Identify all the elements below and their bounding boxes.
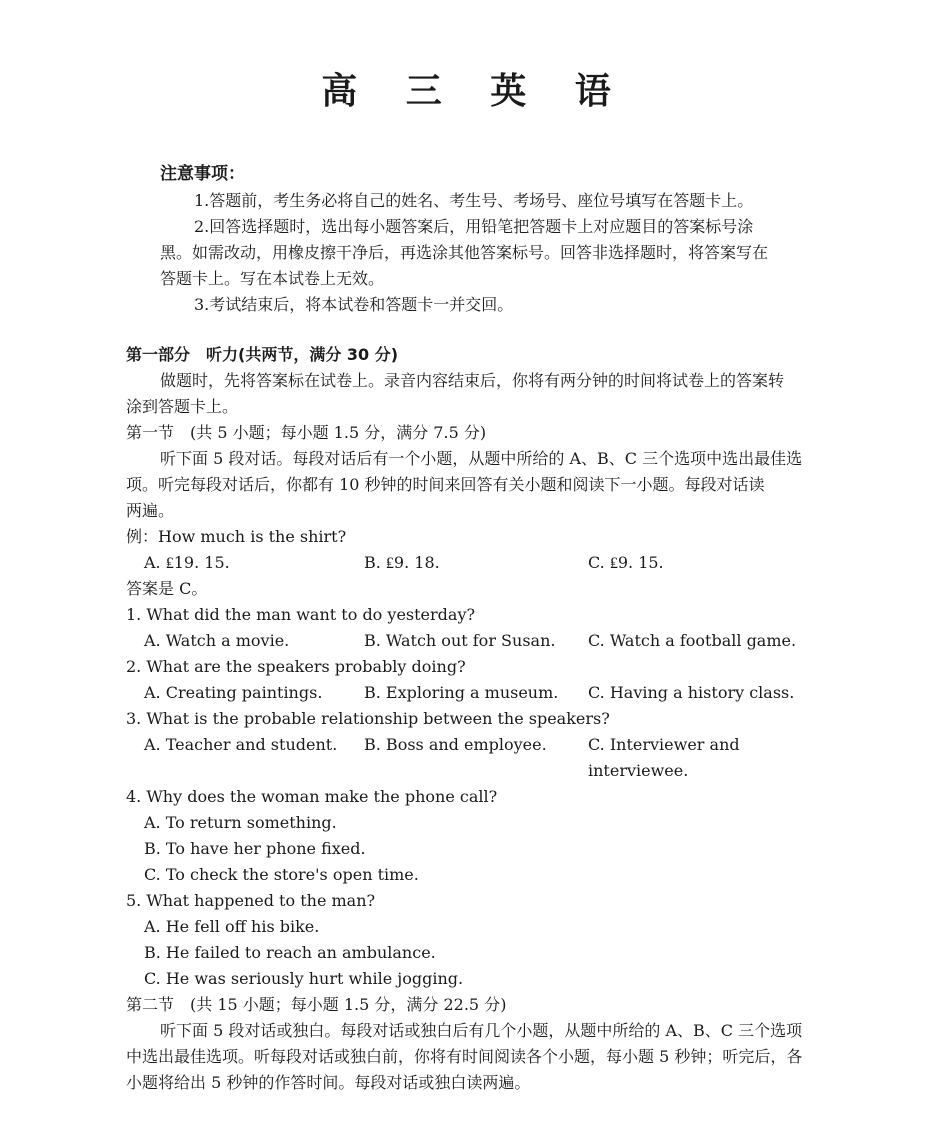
page-title: 高 三 英 语 (321, 71, 629, 112)
part1-intro-line1: 做题时，先将答案标在试卷上。录音内容结束后，你将有两分钟的时间将试卷上的答案转 (160, 371, 785, 390)
notice-item-2-end: 答题卡上。写在本试卷上无效。 (160, 269, 385, 288)
q4-option-a: A. To return something. (144, 813, 337, 832)
question-1: 1. What did the man want to do yesterday? (126, 605, 476, 624)
question-3: 3. What is the probable relationship between the speakers? (126, 709, 610, 728)
section2-instr-line3: 小题将给出 5 秒钟的作答时间。每段对话或独白读两遍。 (126, 1073, 531, 1092)
question-4: 4. Why does the woman make the phone call? (126, 787, 498, 806)
q3-option-a: A. Teacher and student. (144, 735, 338, 754)
question-5: 5. What happened to the man? (126, 891, 376, 910)
q5-option-c: C. He was seriously hurt while jogging. (144, 969, 464, 988)
section1-instr-line1: 听下面 5 段对话。每段对话后有一个小题，从题中所给的 A、B、C 三个选项中选出最佳选 (160, 449, 803, 468)
q4-option-c: C. To check the store's open time. (144, 865, 419, 884)
section2-instr-line2: 中选出最佳选项。听每段对话或独白前，你将有时间阅读各个小题，每小题 5 秒钟；听完后，各 (126, 1047, 803, 1066)
notice-heading: 注意事项： (160, 164, 245, 184)
q2-option-c: C. Having a history class. (588, 683, 795, 702)
part1-heading: 第一部分 听力(共两节，满分 30 分) (126, 345, 399, 364)
notice-section (160, 160, 840, 318)
section1-instr-line2: 项。听完每段对话后，你都有 10 秒钟的时间来回答有关小题和阅读下一小题。每段对话读 (126, 475, 765, 494)
section1-heading: 第一节 (共 5 小题；每小题 1.5 分，满分 7.5 分) (126, 423, 487, 442)
q4-option-b: B. To have her phone fixed. (144, 839, 366, 858)
notice-item-1: 1.答题前，考生务必将自己的姓名、考生号、考场号、座位号填写在答题卡上。 (194, 191, 754, 210)
q1-option-b: B. Watch out for Susan. (364, 631, 556, 650)
question-2: 2. What are the speakers probably doing? (126, 657, 466, 676)
section2-heading: 第二节 (共 15 小题；每小题 1.5 分，满分 22.5 分) (126, 995, 507, 1014)
q3-option-b: B. Boss and employee. (364, 735, 547, 754)
notice-item-2: 2.回答选择题时，选出每小题答案后，用铅笔把答题卡上对应题目的答案标号涂 (194, 217, 754, 236)
example-options (126, 550, 826, 576)
q1-option-a: A. Watch a movie. (144, 631, 290, 650)
notice-item-2-cont: 黑。如需改动，用橡皮擦干净后，再选涂其他答案标号。回答非选择题时，将答案写在 (160, 243, 769, 262)
q5-option-a: A. He fell off his bike. (144, 917, 320, 936)
example-question: 例：How much is the shirt? (126, 527, 347, 546)
part1-intro-line2: 涂到答题卡上。 (126, 397, 239, 416)
notice-item-3: 3.考试结束后，将本试卷和答题卡一并交回。 (194, 295, 514, 314)
example-option-a: A. ₤19. 15. (144, 553, 230, 572)
section2-instr-line1: 听下面 5 段对话或独白。每段对话或独白后有几个小题，从题中所给的 A、B、C 三个选项 (160, 1021, 803, 1040)
section1-instr-line3: 两遍。 (126, 501, 175, 520)
example-answer: 答案是 C。 (126, 579, 208, 598)
q3-option-c: C. Interviewer and interviewee. (588, 735, 740, 780)
example-option-c: C. ₤9. 15. (588, 553, 664, 572)
listening-part (126, 342, 826, 1096)
example-option-b: B. ₤9. 18. (364, 553, 440, 572)
q1-option-c: C. Watch a football game. (588, 631, 797, 650)
question-2-options (126, 680, 826, 706)
q2-option-a: A. Creating paintings. (144, 683, 323, 702)
question-1-options (126, 628, 826, 654)
question-3-options (126, 732, 826, 784)
q5-option-b: B. He failed to reach an ambulance. (144, 943, 436, 962)
q2-option-b: B. Exploring a museum. (364, 683, 559, 702)
